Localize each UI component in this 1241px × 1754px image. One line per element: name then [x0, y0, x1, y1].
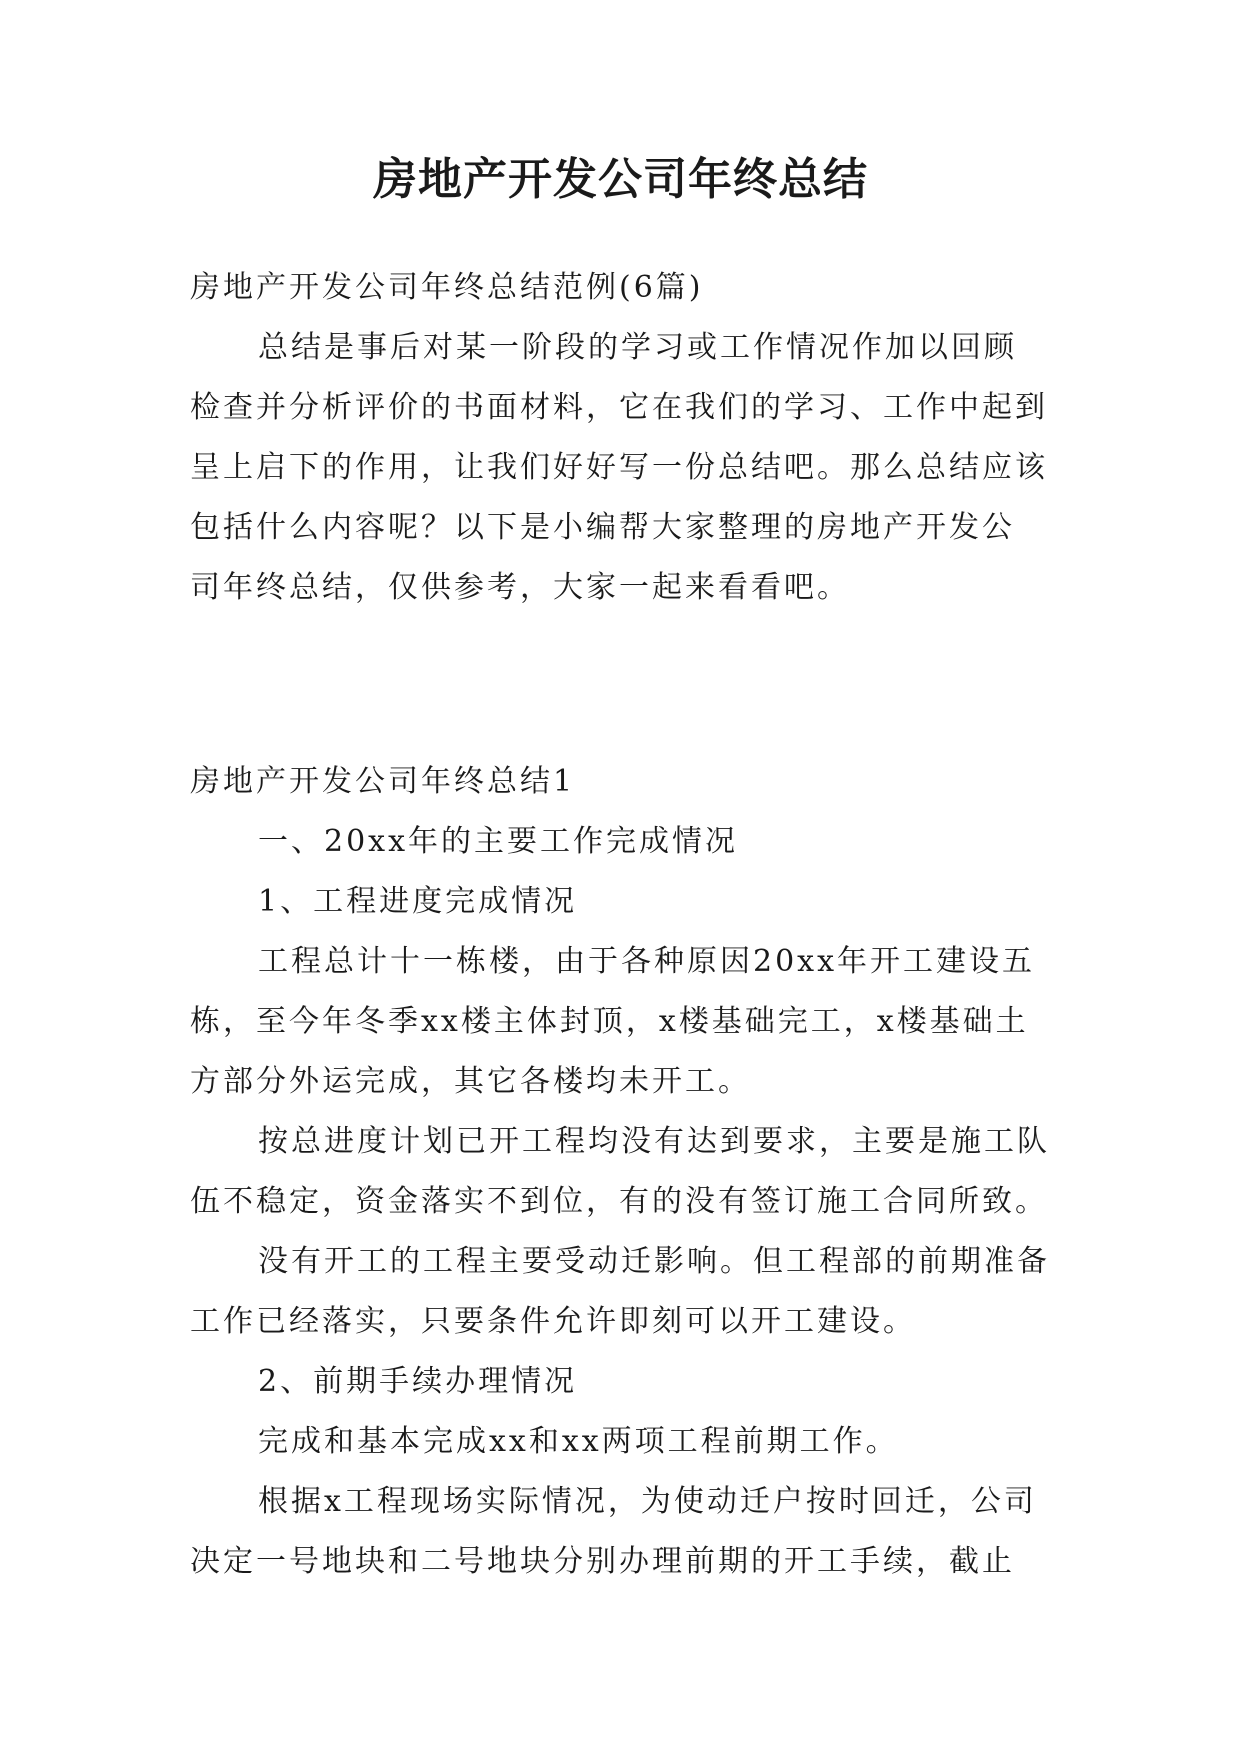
- intro-paragraph: [190, 318, 1070, 618]
- paragraph-line: 工作已经落实，只要条件允许即刻可以开工建设。: [190, 1304, 916, 1339]
- paragraph-line: 伍不稳定，资金落实不到位，有的没有签订施工合同所致。: [190, 1184, 1048, 1219]
- sub-heading-1: 1、工程进度完成情况: [258, 884, 578, 919]
- intro-line: 包括什么内容呢？以下是小编帮大家整理的房地产开发公: [190, 510, 1015, 545]
- document-subtitle: 房地产开发公司年终总结范例(6篇): [190, 270, 704, 305]
- paragraph-line: 决定一号地块和二号地块分别办理前期的开工手续，截止: [190, 1544, 1015, 1579]
- paragraph-line: 栋，至今年冬季xx楼主体封顶，x楼基础完工，x楼基础土: [190, 1004, 1029, 1039]
- paragraph-5: [190, 1472, 1070, 1592]
- paragraph-line: 完成和基本完成xx和xx两项工程前期工作。: [258, 1424, 899, 1459]
- paragraph-4: [190, 1412, 1070, 1472]
- section-block: [190, 752, 1070, 1592]
- paragraph-line: 根据x工程现场实际情况，为使动迁户按时回迁，公司: [258, 1484, 1037, 1519]
- intro-block: [190, 258, 1070, 618]
- intro-line: 总结是事后对某一阶段的学习或工作情况作加以回顾: [258, 330, 1017, 365]
- intro-line: 检查并分析评价的书面材料，它在我们的学习、工作中起到: [190, 390, 1048, 425]
- paragraph-3: [190, 1232, 1070, 1352]
- sub-heading-2: 2、前期手续办理情况: [258, 1364, 578, 1399]
- paragraph-line: 方部分外运完成，其它各楼均未开工。: [190, 1064, 751, 1099]
- intro-line: 司年终总结，仅供参考，大家一起来看看吧。: [190, 570, 850, 605]
- paragraph-2: [190, 1112, 1070, 1232]
- paragraph-line: 按总进度计划已开工程均没有达到要求，主要是施工队: [258, 1124, 1050, 1159]
- intro-line: 呈上启下的作用，让我们好好写一份总结吧。那么总结应该: [190, 450, 1048, 485]
- paragraph-1: [190, 932, 1070, 1112]
- section-title: 房地产开发公司年终总结1: [190, 764, 576, 799]
- document-title: 房地产开发公司年终总结: [373, 154, 868, 205]
- heading-1: 一、20xx年的主要工作完成情况: [258, 824, 739, 859]
- paragraph-line: 没有开工的工程主要受动迁影响。但工程部的前期准备: [258, 1244, 1050, 1279]
- paragraph-line: 工程总计十一栋楼，由于各种原因20xx年开工建设五: [258, 944, 1036, 979]
